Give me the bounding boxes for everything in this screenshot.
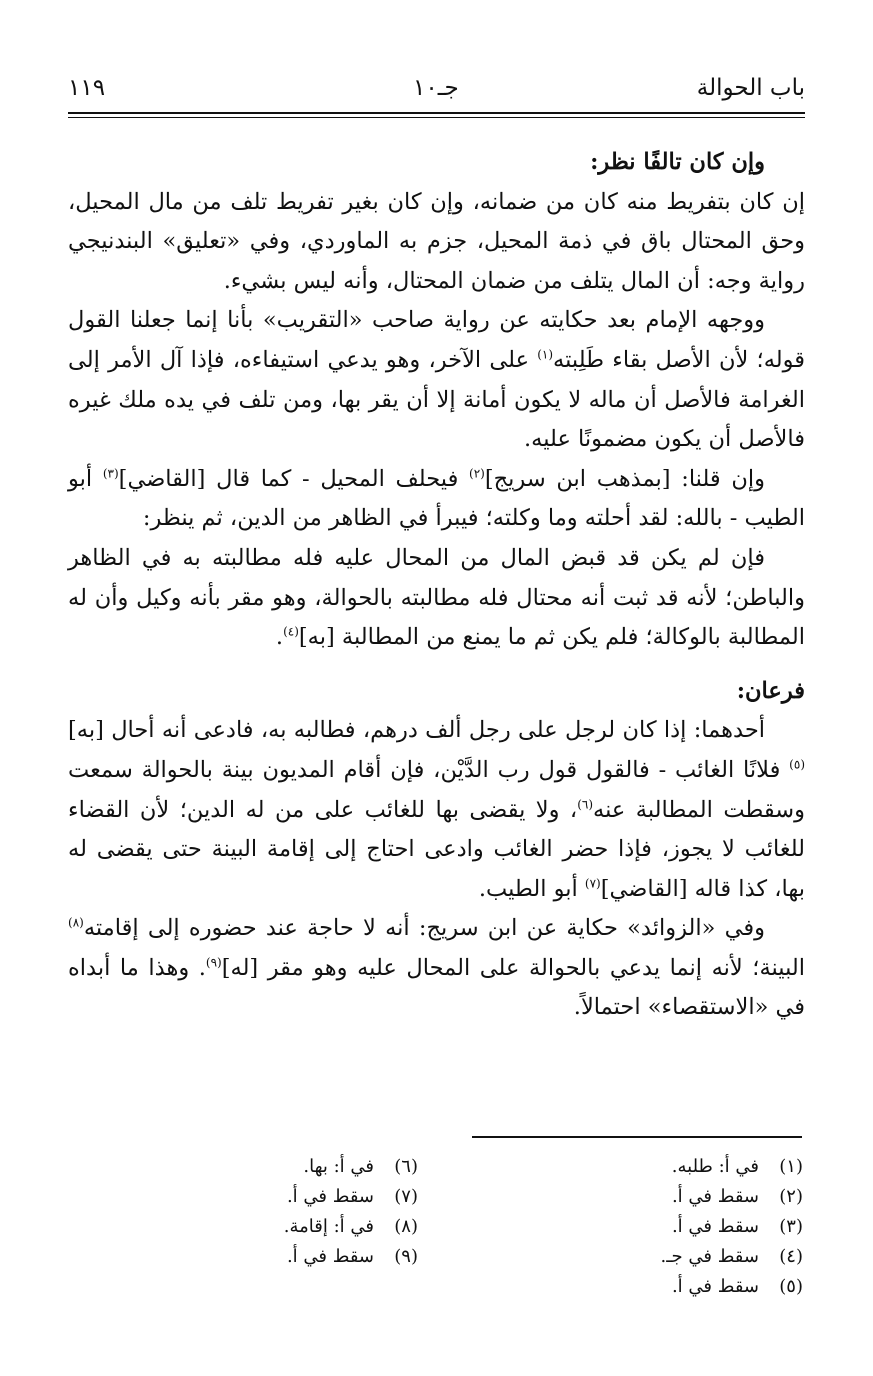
text-run: وإن قلنا: [بمذهب ابن سريج]: [484, 465, 766, 492]
footnote-text: في أ: إقامة.: [283, 1216, 374, 1237]
text-run: وفي «الزوائد» حكاية عن ابن سريج: أنه لا حاجة عند حضوره إلى إقامته: [83, 915, 765, 942]
paragraph-tallif: [68, 143, 805, 183]
footnote-ref: (٥): [789, 757, 805, 772]
text-run: أحدهما: إذا كان لرجل على رجل ألف درهم، فطالبه به، فادعى أنه أحال [به]: [68, 717, 765, 744]
text-run: . وهذا ما أبداه في «الاستقصاء» احتمالاً.: [68, 954, 805, 1021]
footnote-ref: (٤): [283, 624, 299, 639]
footnote-number: (٣): [779, 1216, 803, 1237]
text-run: .: [275, 624, 284, 651]
footnote-ref: (٢): [469, 466, 485, 481]
footnote-number: (٧): [394, 1186, 418, 1207]
volume-label: جـ١٠: [413, 75, 459, 101]
footnote: [88, 1242, 418, 1272]
text-run: على الآخر، وهو يدعي استيفاءه، فإذا آل الأمر إلى الغرامة فالأصل أن ماله لا يكون أمانة إلا أن يقر بها، ومن تلف في يده ملك غيره فالأصل أن يكون مضمونًا عليه.: [68, 346, 805, 453]
section-heading: [68, 672, 805, 712]
footnote-text: في أ: طلبه.: [671, 1156, 759, 1177]
footnote-separator: [472, 1136, 802, 1138]
text-run: فيحلف المحيل - كما قال [القاضي]: [118, 465, 470, 492]
paragraph: [68, 460, 805, 539]
text-run: فإن لم يكن قد قبض المال من المحال عليه فله مطالبته به في الظاهر والباطن؛ لأنه قد ثبت أنه محتال فله مطالبته بالحوالة، وهو مقر بأنه وكيل وأن له المطالبة بالوكالة؛ فلم يكن ثم ما يمنع من المطالبة [به]: [68, 544, 805, 651]
footnote-ref: (٧): [584, 876, 601, 891]
footnote: [88, 1182, 418, 1212]
footnote: [88, 1212, 418, 1242]
footnote-ref: (٩): [205, 955, 222, 970]
footnote: [473, 1182, 803, 1212]
page-header: [68, 72, 805, 112]
chapter-title: باب الحوالة: [696, 75, 805, 101]
text-run: إن كان بتفريط منه كان من ضمانه، وإن كان بغير تفريط تلف من مال المحيل، وحق المحتال باق في ذمة المحيل، جزم به الماوردي، وفي «تعليق» البندنيجي رواية وجه: أن المال يتلف من ضمان المحتال، وأنه ليس بشيء.: [68, 188, 805, 294]
footnotes-column-right: [473, 1152, 803, 1302]
paragraph: [68, 301, 805, 459]
text-run: البينة؛ لأنه إنما يدعي بالحوالة على المحال عليه وهو مقر [له]: [221, 954, 805, 981]
footnote-text: سقط في أ.: [286, 1246, 374, 1267]
footnote-text: سقط في أ.: [671, 1216, 759, 1237]
paragraph: [68, 183, 805, 302]
footnote: [473, 1212, 803, 1242]
footnote: [473, 1242, 803, 1272]
text-run: ووجهه الإمام بعد حكايته عن رواية صاحب «التقريب» بأنا إنما جعلنا القول قوله؛ لأن الأصل بقاء طَلِبته: [68, 307, 805, 373]
footnote-number: (٤): [779, 1246, 803, 1267]
footnote-ref: (٦): [577, 797, 594, 811]
footnote-text: سقط في أ.: [671, 1186, 759, 1207]
page-number: ١١٩: [68, 75, 106, 101]
paragraph: [68, 539, 805, 658]
text-run: وإن كان تالفًا نظر:: [590, 149, 765, 175]
header-rule-thin: [68, 117, 805, 118]
footnote-ref: (١): [537, 347, 554, 362]
footnote-ref: (٣): [102, 466, 119, 481]
footnote-ref: (٨): [68, 915, 84, 930]
footnote-number: (٥): [779, 1276, 803, 1297]
footnote-text: سقط في أ.: [671, 1276, 759, 1297]
footnote: [88, 1152, 418, 1182]
text-run: فرعان:: [736, 677, 805, 704]
text-run: أبو الطيب.: [478, 875, 585, 902]
footnote-number: (٢): [779, 1186, 803, 1207]
footnotes-column-left: [88, 1152, 418, 1272]
paragraph: [68, 711, 805, 909]
header-rule-thick: [68, 112, 805, 114]
footnote: [473, 1272, 803, 1302]
footnote-text: سقط في أ.: [286, 1186, 374, 1207]
main-text: [68, 143, 805, 1028]
paragraph: [68, 909, 805, 1028]
footnote-number: (٩): [394, 1246, 418, 1267]
footnote: [473, 1152, 803, 1182]
footnote-text: سقط في جـ.: [660, 1246, 759, 1267]
text-run: فلانًا الغائب - فالقول قول رب الدَّيْن، فإن أقام المديون بينة بالحوالة سمعت وسقطت المطالبة عنه: [68, 756, 805, 823]
text-run: أبو الطيب - بالله: لقد أحلته وما وكلته؛ فيبرأ في الظاهر من الدين، ثم ينظر:: [68, 465, 805, 532]
text-run: ، ولا يقضى بها للغائب على من له الدين؛ لأن القضاء للغائب لا يجوز، فإذا حضر الغائب وادعى احتاج إلى إقامة البينة حتى يقضى له بها، كذا قاله [القاضي]: [68, 796, 805, 902]
footnote-number: (١): [779, 1156, 803, 1177]
footnote-text: في أ: بها.: [303, 1156, 374, 1177]
footnote-number: (٨): [394, 1216, 418, 1237]
footnote-number: (٦): [394, 1156, 418, 1177]
